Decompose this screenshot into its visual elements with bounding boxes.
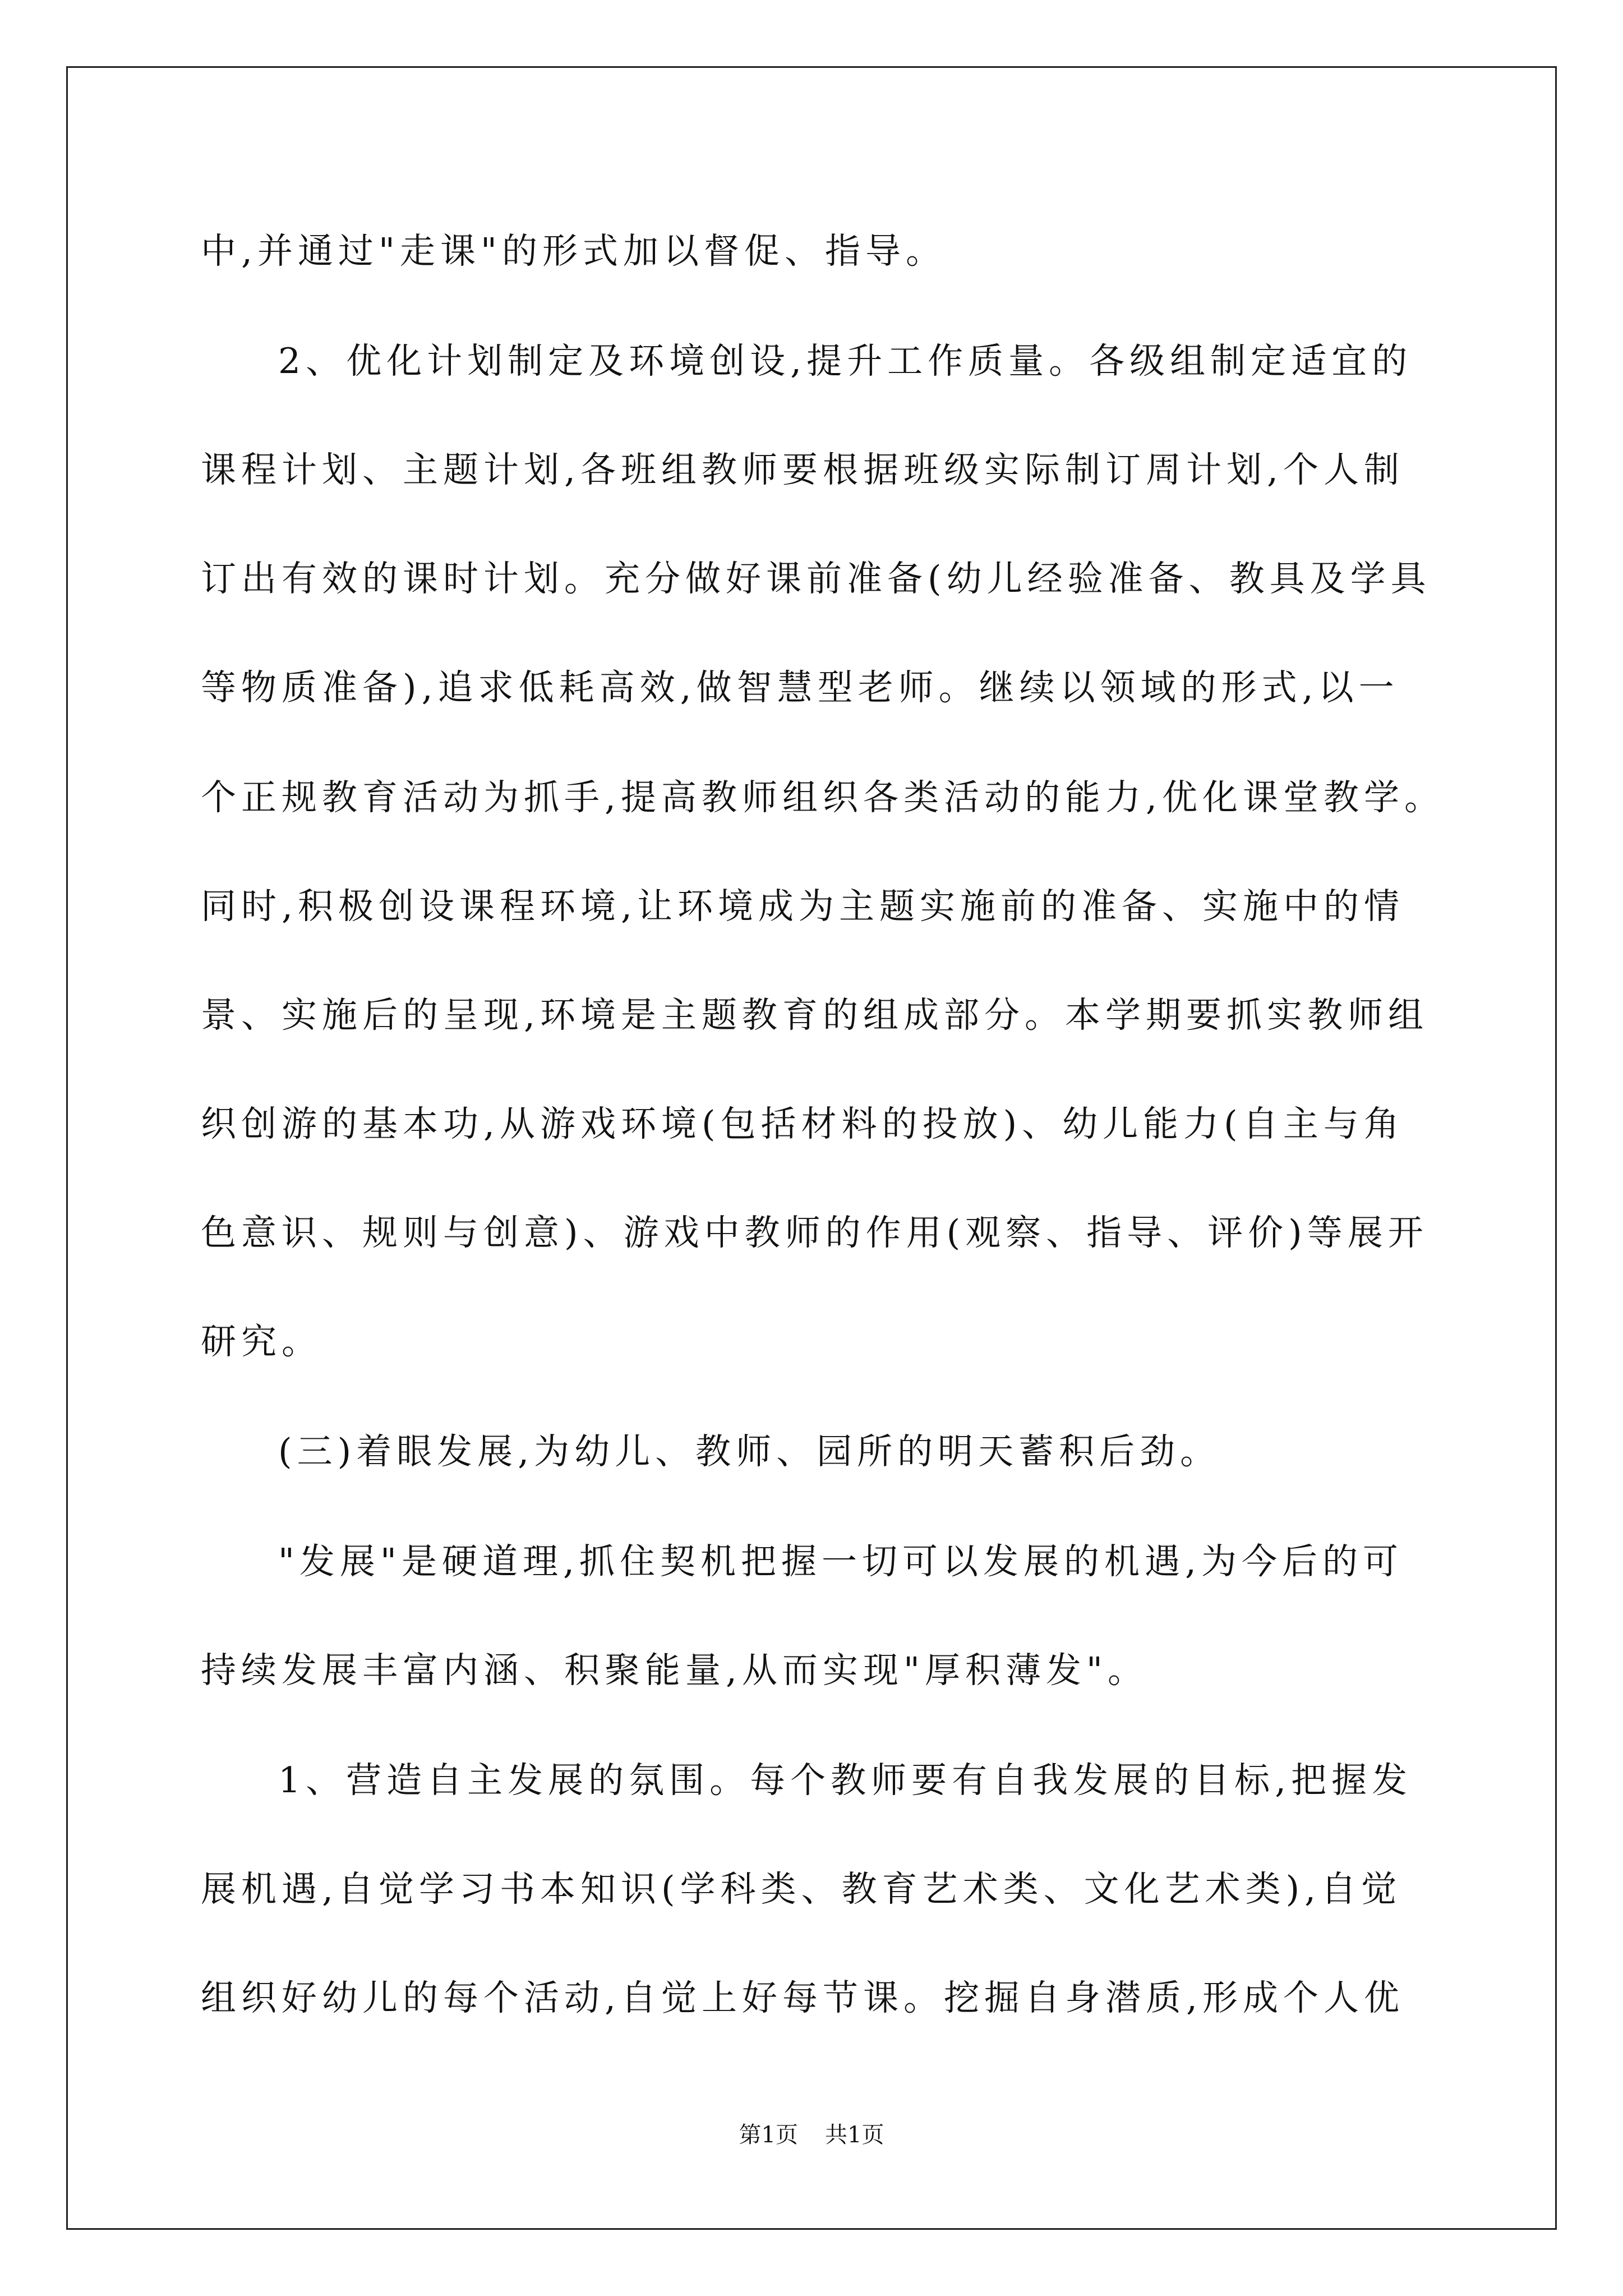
page-number: 第1页 bbox=[739, 2122, 798, 2148]
section-heading: (三)着眼发展,为幼儿、教师、园所的明天蓄积后劲。 bbox=[278, 1431, 1221, 1472]
text-line: 组织好幼儿的每个活动,自觉上好每节课。挖掘自身潜质,形成个人优 bbox=[201, 1977, 1405, 2018]
text-line: 等物质准备),追求低耗高效,做智慧型老师。继续以领域的形式,以一 bbox=[201, 667, 1399, 708]
text-line: 1、营造自主发展的氛围。每个教师要有自我发展的目标,把握发 bbox=[278, 1760, 1413, 1801]
text-line: 同时,积极创设课程环境,让环境成为主题实施前的准备、实施中的情 bbox=[201, 886, 1405, 927]
text-line: 研究。 bbox=[201, 1321, 322, 1362]
text-line: "发展"是硬道理,抓住契机把握一切可以发展的机遇,为今后的可 bbox=[278, 1541, 1404, 1582]
text-line: 课程计划、主题计划,各班组教师要根据班级实际制订周计划,个人制 bbox=[201, 449, 1405, 490]
text-line: 色意识、规则与创意)、游戏中教师的作用(观察、指导、评价)等展开 bbox=[201, 1212, 1428, 1253]
page-footer bbox=[0, 2124, 1623, 2146]
text-line: 订出有效的课时计划。充分做好课前准备(幼儿经验准备、教具及学具 bbox=[201, 558, 1431, 599]
text-line: 持续发展丰富内涵、积聚能量,从而实现"厚积薄发"。 bbox=[201, 1650, 1148, 1691]
text-line: 景、实施后的呈现,环境是主题教育的组成部分。本学期要抓实教师组 bbox=[201, 995, 1429, 1036]
text-line: 个正规教育活动为抓手,提高教师组织各类活动的能力,优化课堂教学。 bbox=[201, 777, 1445, 818]
page-total: 共1页 bbox=[825, 2122, 884, 2148]
text-line: 中,并通过"走课"的形式加以督促、指导。 bbox=[201, 231, 946, 272]
text-line: 织创游的基本功,从游戏环境(包括材料的投放)、幼儿能力(自主与角 bbox=[201, 1103, 1404, 1144]
text-line: 2、优化计划制定及环境创设,提升工作质量。各级组制定适宜的 bbox=[278, 341, 1413, 381]
text-line: 展机遇,自觉学习书本知识(学科类、教育艺术类、文化艺术类),自觉 bbox=[201, 1869, 1402, 1910]
